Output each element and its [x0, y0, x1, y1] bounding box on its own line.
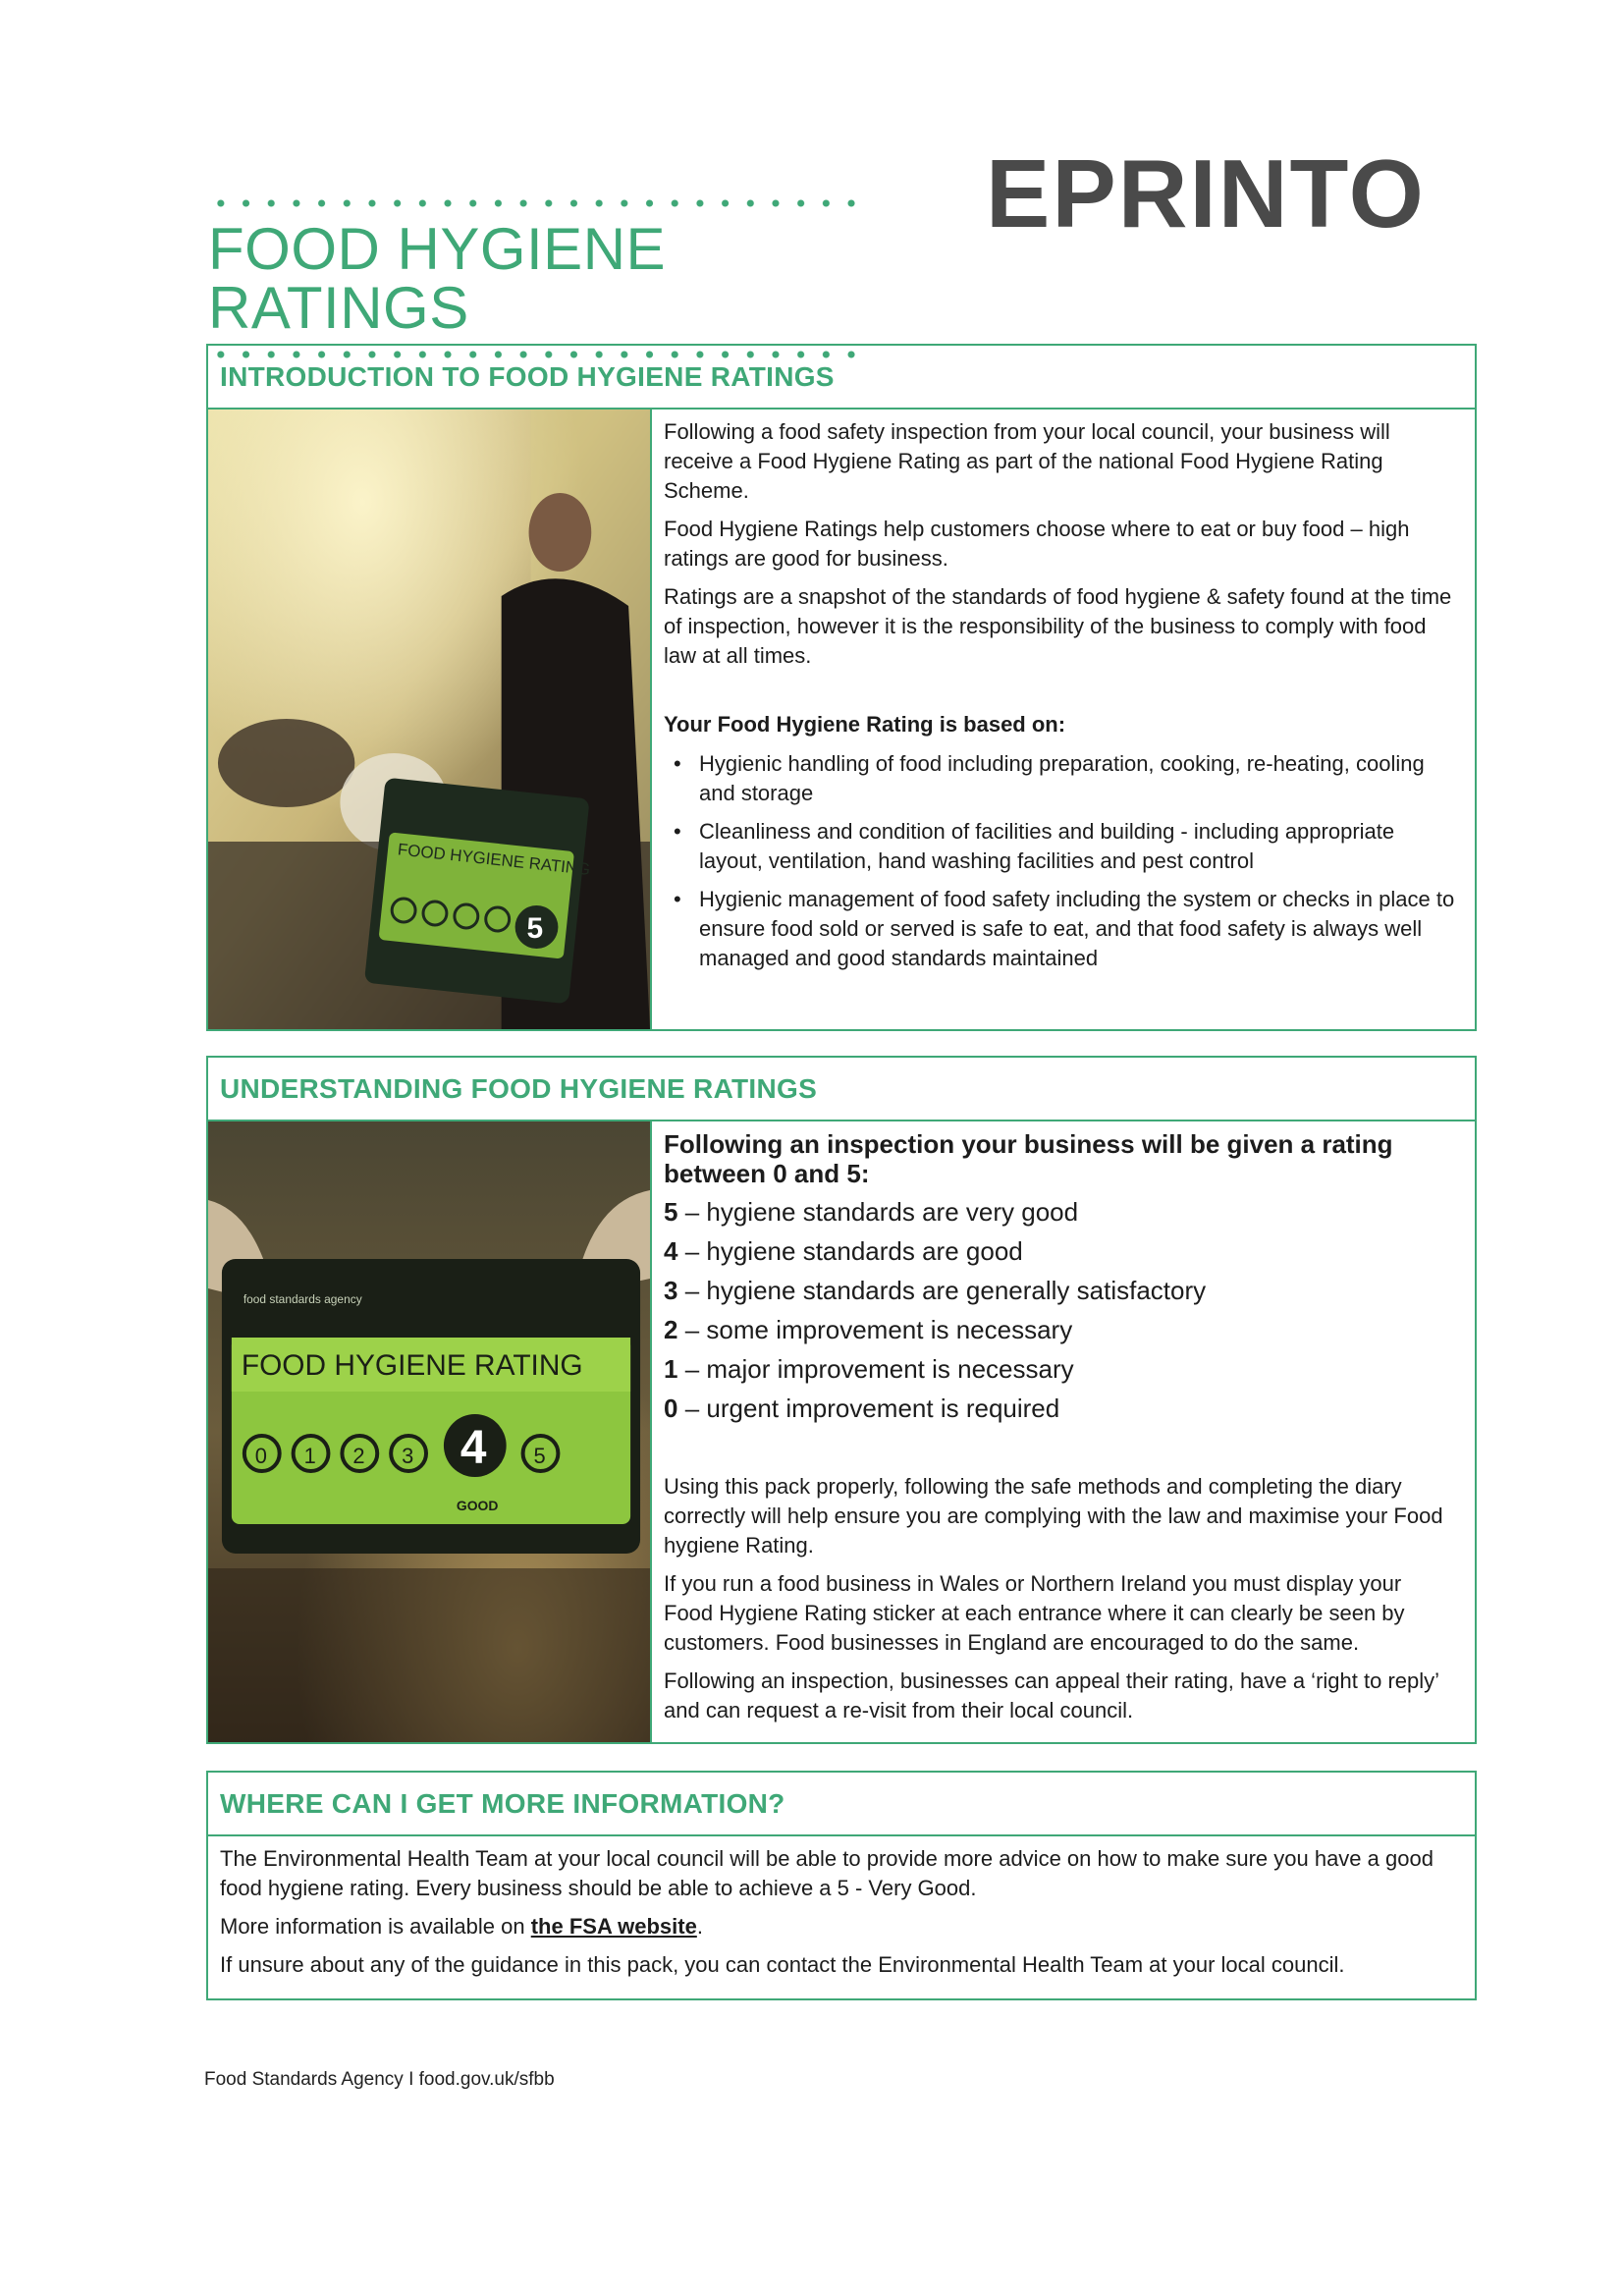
more-info-paragraph: The Environmental Health Team at your local council will be able to provide more advice on how to make sure you have a good food hygiene rating. Every business should be able to achieve a 5 - Very Good.	[220, 1846, 1434, 1900]
criteria-item: • Hygienic management of food safety including the system or checks in place to ensure food sold or served is safe to eat, and that food safety is always well managed and good standards maintained	[664, 885, 1455, 973]
sticker-value: 4	[460, 1421, 487, 1475]
restaurant-photo	[208, 410, 652, 1029]
page-header	[208, 196, 876, 361]
criteria-item: • Cleanliness and condition of facilities and building - including appropriate layout, ventilation, hand washing facilities and pest control	[664, 817, 1455, 876]
dotted-rule-top	[208, 196, 864, 210]
rating-scale-row: 4 – hygiene standards are good	[664, 1236, 1023, 1266]
criteria-list	[664, 749, 1455, 973]
sticker-photo	[208, 1121, 652, 1742]
intro-header	[208, 346, 1475, 410]
intro-paragraph: Food Hygiene Ratings help customers choose where to eat or buy food – high ratings are good for business.	[664, 517, 1410, 571]
intro-title: INTRODUCTION TO FOOD HYGIENE RATINGS	[220, 360, 835, 392]
rating-scale-row: 0 – urgent improvement is required	[664, 1394, 1060, 1423]
intro-subhead: Your Food Hygiene Rating is based on:	[664, 712, 1066, 737]
intro-paragraph: Following a food safety inspection from your local council, your business will receive a Food Hygiene Rating as part of the national Food Hygiene Rating Scheme.	[664, 419, 1390, 503]
page-title: FOOD HYGIENE RATINGS	[208, 216, 667, 341]
scale-number: 0	[254, 1443, 267, 1469]
understanding-body	[208, 1121, 1475, 1742]
more-info-paragraph: More information is available on the FSA website.	[220, 1914, 703, 1939]
understanding-section	[206, 1056, 1477, 1744]
brand-stamp: EPRINTO	[986, 139, 1426, 247]
sticker-photo-illustration	[208, 1121, 650, 1742]
intro-copy	[652, 410, 1475, 1029]
rating-lead: Following an inspection your business will be given a rating between 0 and 5:	[664, 1129, 1393, 1188]
intro-paragraph: Ratings are a snapshot of the standards of food hygiene & safety found at the time of inspection, however it is the responsibility of the business to comply with food law at all times.	[664, 584, 1452, 668]
sticker-caption: GOOD	[456, 1497, 499, 1514]
rating-scale-row: 3 – hygiene standards are generally satisfactory	[664, 1276, 1207, 1305]
intro-section	[206, 344, 1477, 1031]
understanding-paragraph: Using this pack properly, following the safe methods and completing the diary correctly will help ensure you are complying with the law and maximise your Food hygiene Rating.	[664, 1474, 1443, 1558]
agency-label: food standards agency	[243, 1291, 362, 1307]
sticker-value: 5	[526, 911, 544, 946]
more-info-header	[208, 1773, 1475, 1836]
rating-sticker-4	[222, 1259, 640, 1554]
more-info-section	[206, 1771, 1477, 2000]
fsa-website-link[interactable]: the FSA website	[530, 1914, 697, 1939]
scale-number: 3	[402, 1443, 414, 1469]
understanding-paragraph: If you run a food business in Wales or Northern Ireland you must display your Food Hygiene Rating sticker at each entrance where it can clearly be seen by customers. Food businesses in England are encouraged to do the same.	[664, 1571, 1405, 1655]
more-info-body	[208, 1836, 1475, 1998]
understanding-paragraph: Following an inspection, businesses can appeal their rating, have a ‘right to reply’ and can request a re-visit from their local council.	[664, 1668, 1439, 1722]
page-footer: Food Standards Agency I food.gov.uk/sfbb	[204, 2069, 555, 2090]
restaurant-photo-illustration	[208, 410, 650, 1029]
rating-sticker-5	[364, 778, 591, 1005]
scale-number: 5	[533, 1443, 546, 1469]
understanding-header	[208, 1058, 1475, 1121]
spacer	[664, 1433, 1455, 1472]
scale-number: 1	[303, 1443, 316, 1469]
more-info-paragraph: If unsure about any of the guidance in this pack, you can contact the Environmental Health Team at your local council.	[220, 1952, 1345, 1977]
sticker-label: FOOD HYGIENE RATING	[397, 840, 592, 879]
rating-scale-row: 1 – major improvement is necessary	[664, 1354, 1074, 1384]
scale-number: 2	[352, 1443, 365, 1469]
intro-body	[208, 410, 1475, 1029]
more-info-title: WHERE CAN I GET MORE INFORMATION?	[220, 1787, 785, 1819]
rating-scale-row: 5 – hygiene standards are very good	[664, 1197, 1079, 1227]
understanding-copy	[652, 1121, 1475, 1742]
rating-scale-row: 2 – some improvement is necessary	[664, 1315, 1073, 1344]
understanding-title: UNDERSTANDING FOOD HYGIENE RATINGS	[220, 1072, 818, 1104]
criteria-item: • Hygienic handling of food including preparation, cooking, re-heating, cooling and storage	[664, 749, 1455, 808]
sticker-label: FOOD HYGIENE RATING	[241, 1348, 583, 1383]
